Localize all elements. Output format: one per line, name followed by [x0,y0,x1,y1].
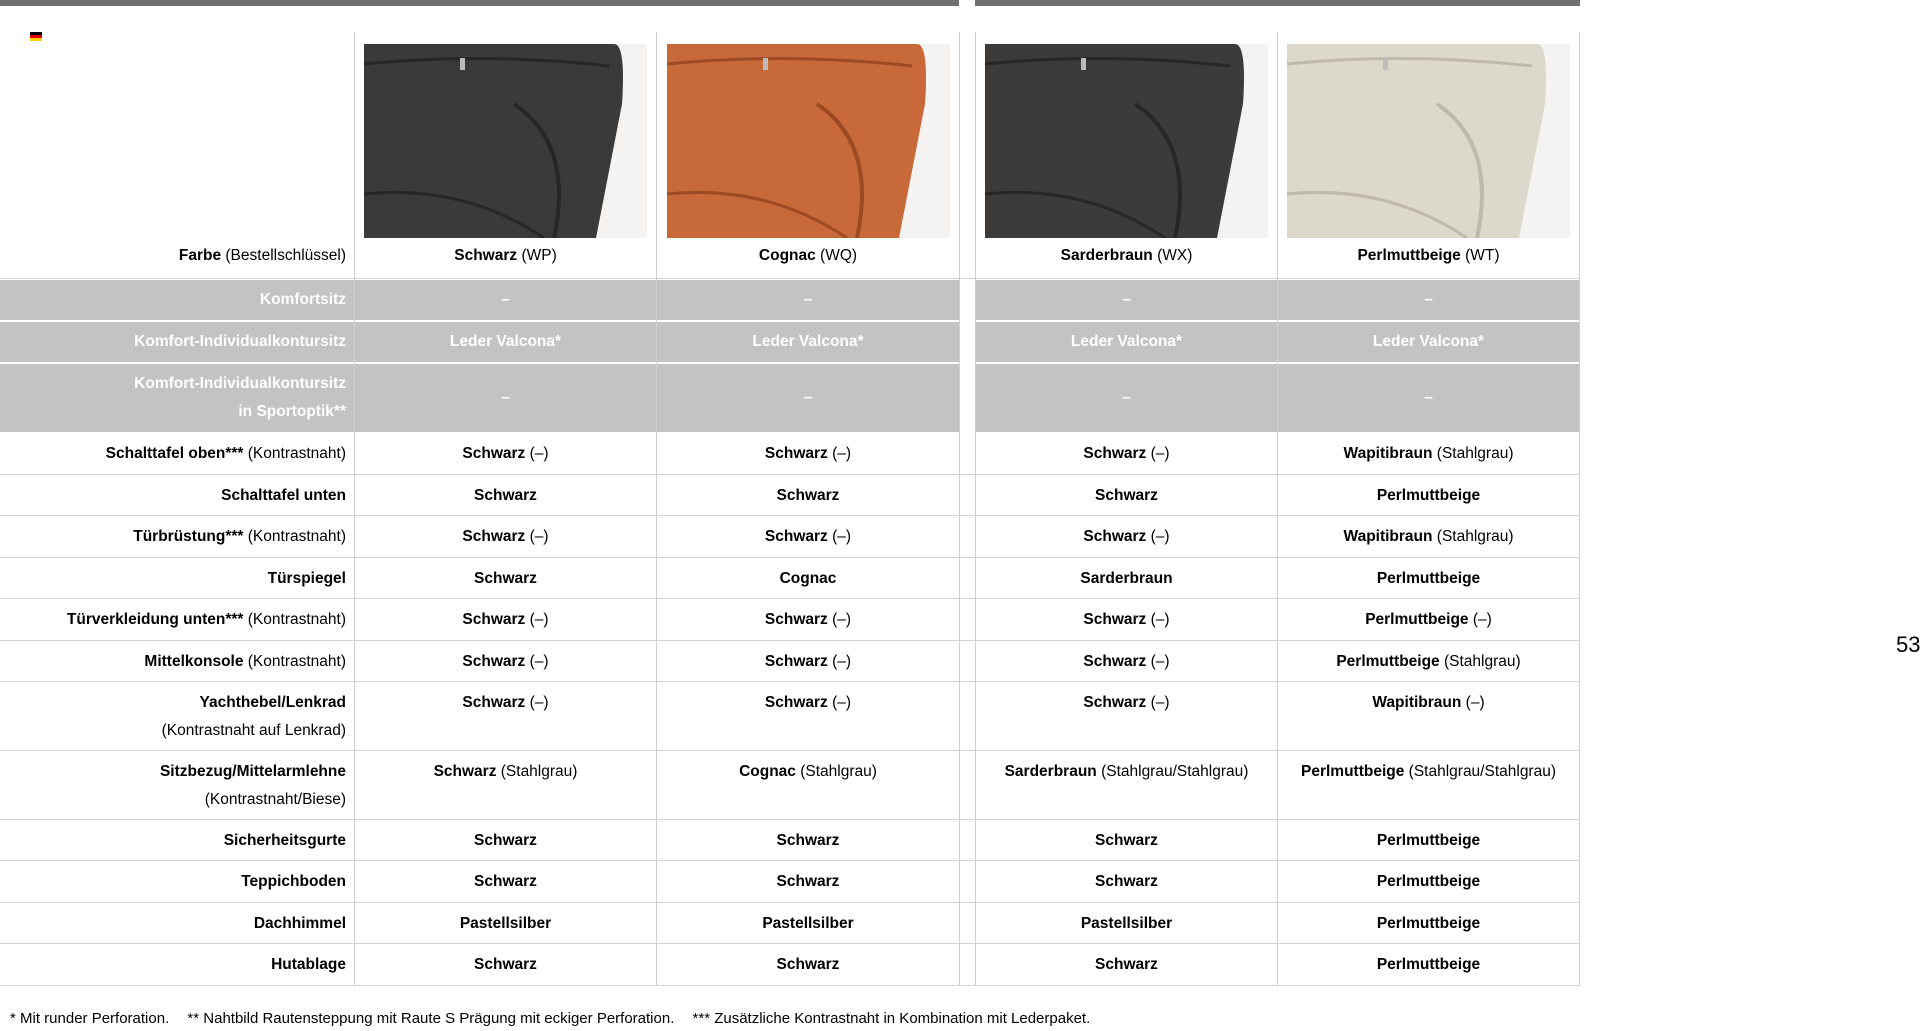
table-cell: Schwarz [776,831,840,849]
table-cell: Schwarz [776,873,840,890]
table-cell: Schwarz [474,486,537,504]
seat-cell: – [657,364,959,432]
row-label: Schalttafel unten [221,486,346,504]
table-cell: Wapitibraun (–) [1372,694,1485,711]
table-cell: Schwarz (–) [462,694,549,711]
footnotes [10,1010,1104,1027]
table-cell: Schwarz (–) [1083,694,1170,711]
table-cell: Schwarz [776,486,840,504]
table-cell: Schwarz [1095,873,1158,890]
table-cell: Schwarz (–) [764,694,852,711]
row-label: Teppichboden [241,873,346,890]
table-cell: Schwarz (–) [462,528,549,545]
table-cell: Schwarz [1095,486,1158,504]
row-label: Sitzbezug/Mittelarmlehne (Kontrastnaht/Biese) [159,763,346,808]
seat-row-individualkontursitz [0,322,1580,362]
seat-row-komfortsitz [0,280,1580,320]
table-row [0,945,1580,986]
table-cell: Schwarz (–) [764,528,852,545]
table-cell: Perlmuttbeige [1376,569,1481,587]
table-cell: Schwarz (–) [1083,445,1170,462]
table-cell: Wapitibraun (Stahlgrau) [1343,528,1514,545]
table-cell: Schwarz [474,831,537,849]
table-cell: Schwarz (–) [462,445,549,462]
table-cell: Schwarz (–) [1083,652,1170,670]
seat-cell: – [1278,364,1579,432]
row-label: Schalttafel oben*** (Kontrastnaht) [105,445,346,462]
table-row [0,517,1580,558]
table-cell: Perlmuttbeige [1376,956,1481,973]
seat-cell: Leder Valcona* [355,322,656,362]
top-bar-right [975,0,1580,6]
table-cell: Schwarz (–) [764,652,852,670]
table-cell: Perlmuttbeige (Stahlgrau/Stahlgrau) [1301,763,1556,780]
page-number: 53 [1896,632,1920,657]
seat-photo [985,44,1268,238]
seat-cell: Leder Valcona* [1278,322,1579,362]
table-row [0,683,1580,751]
row-label: Türbrüstung*** (Kontrastnaht) [133,528,346,545]
table-cell: Perlmuttbeige [1376,914,1481,932]
table-cell: Cognac [779,569,837,587]
table-cell: Perlmuttbeige (–) [1365,611,1492,628]
row-label: Mittelkonsole (Kontrastnaht) [144,652,346,670]
seat-row-sportoptik [0,364,1580,432]
footnote: ** Nahtbild Rautensteppung mit Raute S Prägung mit eckiger Perforation. [187,1010,675,1027]
german-flag-icon [30,32,42,42]
color-name-schwarz: Schwarz (WP) [454,247,557,264]
table-row [0,904,1580,944]
seat-photo [364,44,647,238]
seat-photo [667,44,950,238]
table-cell: Schwarz [474,569,537,587]
table-cell: Perlmuttbeige (Stahlgrau) [1336,652,1521,670]
footnote: * Mit runder Perforation. [10,1010,170,1027]
table-cell: Pastellsilber [762,914,854,932]
table-cell: Pastellsilber [459,914,552,932]
table-cell: Perlmuttbeige [1376,486,1481,504]
table-row [0,862,1580,903]
table-cell: Schwarz [1095,956,1158,973]
seat-cell: – [355,280,656,320]
row-label: Sicherheitsgurte [223,831,346,849]
table-row [0,476,1580,516]
table-cell: Pastellsilber [1080,914,1173,932]
seat-row-label: Komfortsitz [0,280,354,320]
table-cell: Schwarz (Stahlgrau) [433,763,578,780]
table-cell: Schwarz (–) [1083,611,1170,628]
table-cell: Schwarz (–) [462,611,549,628]
table-row [0,559,1580,599]
color-name-perlmuttbeige: Perlmuttbeige (WT) [1357,247,1500,264]
top-bar-left [0,0,959,6]
table-cell: Sarderbraun [1080,569,1173,587]
table-cell: Cognac (Stahlgrau) [739,763,877,780]
table-row [0,600,1580,641]
row-label: Hutablage [271,956,346,973]
seat-cell: – [355,364,656,432]
table-cell: Schwarz (–) [1083,528,1170,545]
table-row [0,752,1580,820]
table-cell: Sarderbraun (Stahlgrau/Stahlgrau) [1004,763,1249,780]
table-cell: Perlmuttbeige [1376,831,1481,849]
table-cell: Wapitibraun (Stahlgrau) [1343,445,1514,462]
table-row [0,821,1580,861]
row-label: Türspiegel [267,569,346,587]
seat-cell: Leder Valcona* [657,322,959,362]
row-label: Dachhimmel [253,914,346,932]
seat-cell: Leder Valcona* [976,322,1277,362]
seat-cell: – [976,364,1277,432]
color-name-sarderbraun: Sarderbraun (WX) [1060,247,1193,264]
table-cell: Schwarz [776,956,840,973]
seat-row-label: Komfort-Individualkontursitz [0,322,354,362]
color-name-cognac: Cognac (WQ) [758,247,858,264]
color-header-label: Farbe (Bestellschlüssel) [178,247,346,264]
table-cell: Schwarz (–) [764,611,852,628]
table-cell: Schwarz (–) [764,445,852,462]
footnote: *** Zusätzliche Kontrastnaht in Kombination mit Lederpaket. [692,1010,1091,1027]
row-label: Türverkleidung unten*** (Kontrastnaht) [66,611,346,628]
table-row [0,642,1580,682]
table-cell: Perlmuttbeige [1376,873,1481,890]
seat-row-label: Komfort-Individualkontursitz in Sportoptik** [0,364,354,432]
table-row [0,434,1580,475]
table-cell: Schwarz [474,956,537,973]
seat-photo [1287,44,1570,238]
row-label: Yachthebel/Lenkrad (Kontrastnaht auf Lenkrad) [161,694,346,739]
table-cell: Schwarz [474,873,537,890]
table-cell: Schwarz [1095,831,1158,849]
header-row [0,238,1580,279]
table-cell: Schwarz (–) [462,652,549,670]
seat-cell: – [976,280,1277,320]
seat-cell: – [1278,280,1579,320]
seat-cell: – [657,280,959,320]
